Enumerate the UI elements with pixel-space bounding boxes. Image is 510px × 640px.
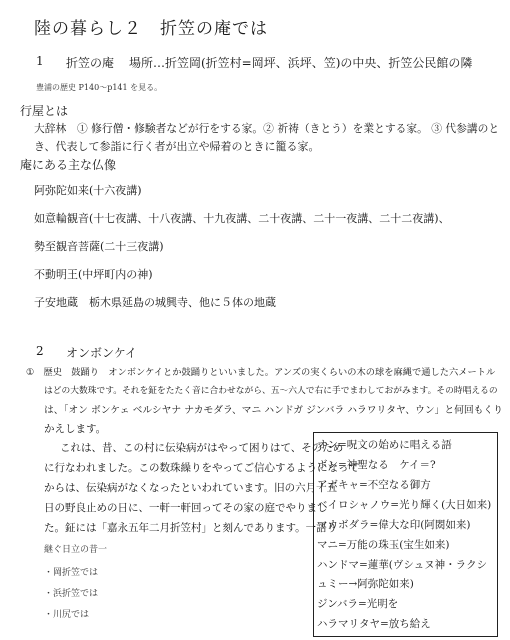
history-line: は、「オン ボンケェ ベルシヤナ ナカモダラ、マニ ハンドガ ジンバラ ハラワリタヤ、ウン」と何回もくり	[44, 405, 503, 416]
glossary-item: マニ=万能の珠玉(宝生如来)	[317, 539, 450, 551]
page-title: 陸の暮らし２ 折笠の庵では	[34, 19, 268, 39]
buddha-heading: 庵にある主な仏像	[20, 158, 117, 172]
section1-location: 場所…折笠岡(折笠村=岡坪、浜坪、笠)の中央、折笠公民館の隣	[129, 56, 473, 70]
body-line: に行なわれました。この数珠繰りをやってご信心するようになって	[44, 462, 359, 474]
section1-heading: 折笠の庵	[66, 56, 115, 70]
history-line: はどの大数珠です。それを鉦をたたく音に合わせながら、五～六人で右に手でまわしておがみます。その時唱えるの	[44, 386, 498, 396]
gyoya-line: き、代表して参詣に行く者が出立や帰着のときに籠る家。	[34, 140, 320, 153]
glossary-item: ハラマリタヤ=放ち給え	[317, 618, 431, 630]
glossary-item: アボキャ=不空なる御方	[317, 479, 431, 491]
history-line: ① 歴史 鼓踊り オンボンケイとか鼓踊りといいました。アンズの実くらいの木の球を麻縄で通した六メートル	[26, 367, 496, 378]
body-line: これは、昔、この村に伝染病がはやって困りはて、そのため	[60, 442, 344, 454]
glossary-item: ボン=神聖なる ケイ＝?	[317, 459, 436, 471]
buddha-item: 阿弥陀如来(十六夜講)	[34, 184, 142, 197]
section1-number: 1	[36, 54, 44, 68]
buddha-item: 勢至観音菩薩(二十三夜講)	[34, 240, 164, 253]
gyoya-line: 大辞林 ① 修行僧・修験者などが行をする家。② 祈祷（きとう）を業とする家。 ③ 代参講のと	[34, 122, 500, 135]
section1-reference: 豊浦の歴史 P140～p141 を見る。	[36, 83, 163, 92]
section2-heading: オンボンケイ	[66, 346, 137, 360]
place-item: ・浜折笠では	[44, 589, 99, 599]
buddha-item: 如意輪観音(十七夜講、十八夜講、十九夜講、二十夜講、二十一夜講、二十二夜講)、	[34, 212, 450, 225]
body-line: 日の野良止めの日に、一軒一軒回ってその家の庭でやりまし	[44, 502, 328, 514]
body-line: からは、伝染病がなくなったといわれています。旧の六月十五	[44, 482, 338, 494]
glossary-item: ベイロシャノウ=光り輝く(大日如来)	[317, 499, 492, 511]
body-line: た。鉦には「嘉永五年二月折笠村」と刻んであります。一語り	[44, 522, 338, 534]
history-line: かえします。	[44, 423, 107, 435]
glossary-item: オン=呪文の始めに唱える語	[317, 439, 452, 451]
place-item: ・岡折笠では	[44, 568, 99, 578]
place-item: ・川尻では	[44, 610, 90, 620]
gyoya-heading: 行屋とは	[20, 104, 69, 118]
glossary-item: ハンドマ=蓮華(ヴシュヌ神・ラクシ	[317, 559, 488, 571]
buddha-item: 不動明王(中坪町内の神)	[34, 268, 153, 281]
glossary-box	[313, 432, 498, 637]
buddha-item: 子安地蔵 栃木県延島の城興寺、他に５体の地蔵	[34, 296, 276, 309]
body-line: 継ぐ日立の昔一	[44, 545, 108, 555]
glossary-item: マカボダラ=偉大な印(阿閦如来)	[317, 519, 471, 531]
glossary-item: ジンバラ=光明を	[317, 598, 399, 610]
glossary-item: ュミー→阿弥陀如来)	[317, 578, 414, 590]
section2-number: 2	[36, 344, 44, 358]
